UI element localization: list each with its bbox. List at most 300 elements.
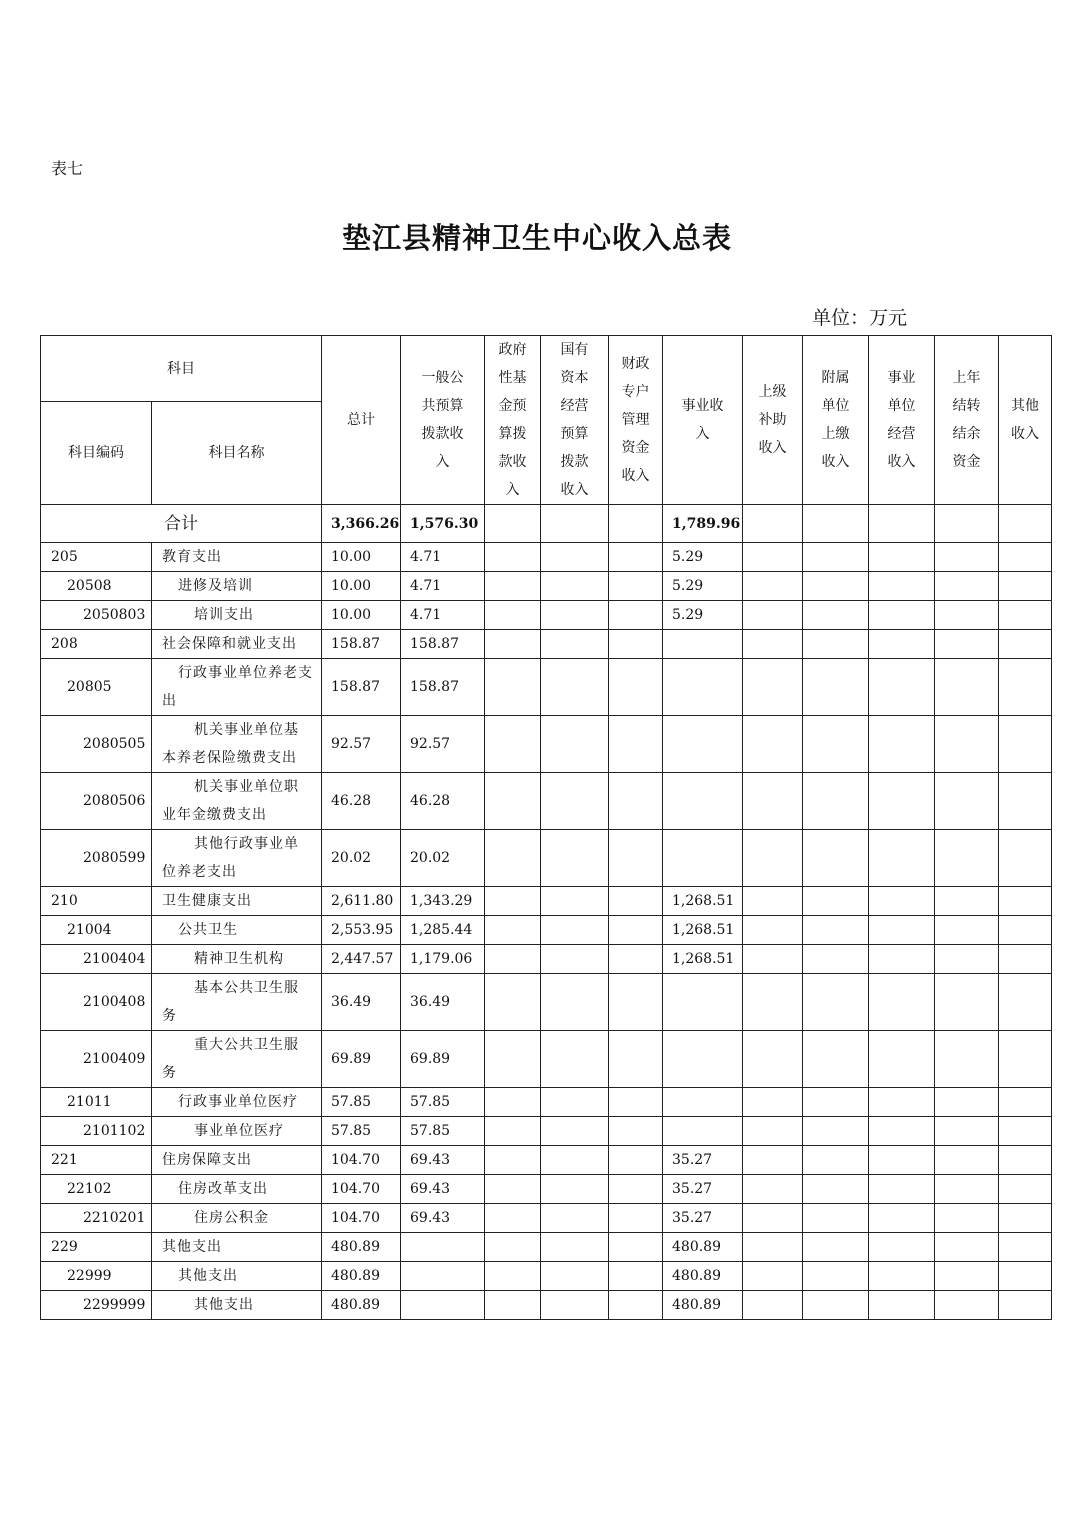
cell-business	[663, 830, 743, 887]
cell-operating	[869, 716, 935, 773]
cell-name: 其他支出	[152, 1291, 322, 1320]
cell-superior	[743, 1146, 803, 1175]
cell-state-capital	[541, 601, 609, 630]
cell-business: 35.27	[663, 1146, 743, 1175]
cell-name: 培训支出	[152, 601, 322, 630]
cell-superior	[743, 543, 803, 572]
cell-affiliated	[803, 630, 869, 659]
cell-business: 1,268.51	[663, 887, 743, 916]
cell-gov-fund	[485, 716, 541, 773]
total-amount: 3,366.26	[322, 505, 401, 543]
cell-business	[663, 1088, 743, 1117]
cell-name: 精神卫生机构	[152, 945, 322, 974]
cell-affiliated	[803, 887, 869, 916]
cell-business	[663, 716, 743, 773]
table-row	[41, 1204, 1052, 1233]
cell-business: 1,268.51	[663, 916, 743, 945]
cell-superior	[743, 974, 803, 1031]
cell-gov-fund	[485, 601, 541, 630]
table-row	[41, 916, 1052, 945]
cell-state-capital	[541, 1146, 609, 1175]
cell-superior	[743, 572, 803, 601]
cell-other	[999, 601, 1052, 630]
cell-carryover	[935, 1175, 999, 1204]
cell-affiliated	[803, 1146, 869, 1175]
cell-gov-fund	[485, 887, 541, 916]
cell-other	[999, 1117, 1052, 1146]
table-row	[41, 830, 1052, 887]
cell-affiliated	[803, 916, 869, 945]
cell-other	[999, 945, 1052, 974]
header-carryover: 上年结转结余资金	[935, 336, 999, 505]
cell-other	[999, 1204, 1052, 1233]
cell-general: 69.89	[401, 1031, 485, 1088]
cell-name: 其他支出	[152, 1233, 322, 1262]
cell-gov-fund	[485, 1175, 541, 1204]
cell-operating	[869, 830, 935, 887]
cell-superior	[743, 1262, 803, 1291]
cell-other	[999, 543, 1052, 572]
cell-state-capital	[541, 572, 609, 601]
cell-other	[999, 1031, 1052, 1088]
header-name: 科目名称	[152, 402, 322, 505]
header-code: 科目编码	[41, 402, 152, 505]
table-row	[41, 716, 1052, 773]
cell-carryover	[935, 1233, 999, 1262]
table-row	[41, 887, 1052, 916]
cell-operating	[869, 659, 935, 716]
total-superior	[743, 505, 803, 543]
cell-superior	[743, 916, 803, 945]
cell-fiscal-special	[609, 1117, 663, 1146]
cell-total: 2,553.95	[322, 916, 401, 945]
cell-name: 其他行政事业单位养老支出	[152, 830, 322, 887]
cell-code: 22999	[41, 1262, 152, 1291]
table-label: 表七	[51, 159, 84, 178]
cell-gov-fund	[485, 543, 541, 572]
cell-name: 行政事业单位养老支出	[152, 659, 322, 716]
cell-fiscal-special	[609, 945, 663, 974]
cell-general: 158.87	[401, 659, 485, 716]
cell-state-capital	[541, 1262, 609, 1291]
cell-superior	[743, 630, 803, 659]
cell-general	[401, 1233, 485, 1262]
cell-affiliated	[803, 773, 869, 830]
income-summary-table	[40, 335, 1052, 1320]
cell-name: 卫生健康支出	[152, 887, 322, 916]
cell-general	[401, 1291, 485, 1320]
cell-business	[663, 659, 743, 716]
header-state-capital: 国有资本经营预算拨款收入	[541, 336, 609, 505]
cell-business	[663, 974, 743, 1031]
cell-fiscal-special	[609, 716, 663, 773]
cell-business: 1,268.51	[663, 945, 743, 974]
cell-other	[999, 1175, 1052, 1204]
cell-carryover	[935, 916, 999, 945]
cell-superior	[743, 830, 803, 887]
cell-gov-fund	[485, 659, 541, 716]
cell-state-capital	[541, 945, 609, 974]
cell-code: 221	[41, 1146, 152, 1175]
cell-gov-fund	[485, 1262, 541, 1291]
cell-total: 69.89	[322, 1031, 401, 1088]
cell-business	[663, 630, 743, 659]
cell-name: 机关事业单位职业年金缴费支出	[152, 773, 322, 830]
cell-code: 2100408	[41, 974, 152, 1031]
cell-name: 事业单位医疗	[152, 1117, 322, 1146]
cell-name: 社会保障和就业支出	[152, 630, 322, 659]
cell-carryover	[935, 773, 999, 830]
table-row	[41, 1117, 1052, 1146]
cell-affiliated	[803, 830, 869, 887]
cell-operating	[869, 945, 935, 974]
cell-total: 480.89	[322, 1233, 401, 1262]
cell-general: 69.43	[401, 1175, 485, 1204]
cell-affiliated	[803, 716, 869, 773]
table-row	[41, 1175, 1052, 1204]
total-label: 合计	[41, 505, 322, 543]
cell-business: 35.27	[663, 1204, 743, 1233]
cell-business	[663, 773, 743, 830]
total-fiscal-special	[609, 505, 663, 543]
cell-state-capital	[541, 830, 609, 887]
cell-total: 10.00	[322, 601, 401, 630]
cell-affiliated	[803, 1175, 869, 1204]
cell-affiliated	[803, 1233, 869, 1262]
cell-name: 其他支出	[152, 1262, 322, 1291]
table-row	[41, 1088, 1052, 1117]
cell-operating	[869, 1233, 935, 1262]
cell-fiscal-special	[609, 830, 663, 887]
cell-fiscal-special	[609, 543, 663, 572]
cell-carryover	[935, 601, 999, 630]
cell-total: 480.89	[322, 1291, 401, 1320]
header-general-budget: 一般公共预算拨款收入	[401, 336, 485, 505]
cell-code: 2101102	[41, 1117, 152, 1146]
cell-operating	[869, 1204, 935, 1233]
cell-other	[999, 1088, 1052, 1117]
cell-operating	[869, 1031, 935, 1088]
cell-total: 46.28	[322, 773, 401, 830]
cell-operating	[869, 887, 935, 916]
cell-other	[999, 1262, 1052, 1291]
table-row	[41, 1146, 1052, 1175]
cell-total: 20.02	[322, 830, 401, 887]
cell-other	[999, 1146, 1052, 1175]
total-carryover	[935, 505, 999, 543]
cell-carryover	[935, 1262, 999, 1291]
cell-code: 21004	[41, 916, 152, 945]
cell-fiscal-special	[609, 1175, 663, 1204]
header-fiscal-special: 财政专户管理资金收入	[609, 336, 663, 505]
cell-general: 57.85	[401, 1117, 485, 1146]
table-row	[41, 572, 1052, 601]
cell-state-capital	[541, 716, 609, 773]
cell-general: 69.43	[401, 1146, 485, 1175]
cell-name: 重大公共卫生服务	[152, 1031, 322, 1088]
cell-total: 158.87	[322, 659, 401, 716]
cell-code: 205	[41, 543, 152, 572]
cell-carryover	[935, 1146, 999, 1175]
header-business-income: 事业收入	[663, 336, 743, 505]
cell-carryover	[935, 1117, 999, 1146]
cell-carryover	[935, 716, 999, 773]
cell-general: 57.85	[401, 1088, 485, 1117]
table-row	[41, 630, 1052, 659]
cell-business: 480.89	[663, 1233, 743, 1262]
cell-other	[999, 1291, 1052, 1320]
header-other: 其他收入	[999, 336, 1052, 505]
cell-state-capital	[541, 659, 609, 716]
cell-business: 5.29	[663, 601, 743, 630]
cell-gov-fund	[485, 1088, 541, 1117]
cell-fiscal-special	[609, 1031, 663, 1088]
cell-general: 4.71	[401, 572, 485, 601]
cell-code: 2100409	[41, 1031, 152, 1088]
cell-operating	[869, 773, 935, 830]
total-other	[999, 505, 1052, 543]
cell-operating	[869, 974, 935, 1031]
cell-state-capital	[541, 1204, 609, 1233]
cell-superior	[743, 945, 803, 974]
cell-name: 公共卫生	[152, 916, 322, 945]
cell-code: 20508	[41, 572, 152, 601]
cell-general: 36.49	[401, 974, 485, 1031]
cell-operating	[869, 1262, 935, 1291]
cell-affiliated	[803, 601, 869, 630]
cell-code: 2050803	[41, 601, 152, 630]
cell-fiscal-special	[609, 974, 663, 1031]
table-row	[41, 543, 1052, 572]
cell-affiliated	[803, 659, 869, 716]
cell-total: 57.85	[322, 1117, 401, 1146]
cell-gov-fund	[485, 630, 541, 659]
cell-superior	[743, 716, 803, 773]
table-row	[41, 1031, 1052, 1088]
document-title: 垫江县精神卫生中心收入总表	[341, 221, 732, 255]
cell-superior	[743, 1204, 803, 1233]
total-state-capital	[541, 505, 609, 543]
table-row	[41, 601, 1052, 630]
cell-name: 行政事业单位医疗	[152, 1088, 322, 1117]
cell-other	[999, 887, 1052, 916]
cell-carryover	[935, 887, 999, 916]
cell-state-capital	[541, 1233, 609, 1262]
cell-operating	[869, 1088, 935, 1117]
cell-other	[999, 572, 1052, 601]
cell-other	[999, 916, 1052, 945]
cell-general: 1,179.06	[401, 945, 485, 974]
cell-carryover	[935, 543, 999, 572]
cell-fiscal-special	[609, 1262, 663, 1291]
cell-other	[999, 659, 1052, 716]
cell-name: 住房改革支出	[152, 1175, 322, 1204]
cell-business: 35.27	[663, 1175, 743, 1204]
total-general: 1,576.30	[401, 505, 485, 543]
cell-superior	[743, 1031, 803, 1088]
cell-general: 1,285.44	[401, 916, 485, 945]
cell-fiscal-special	[609, 916, 663, 945]
table-row	[41, 1291, 1052, 1320]
cell-carryover	[935, 659, 999, 716]
cell-gov-fund	[485, 916, 541, 945]
cell-general: 69.43	[401, 1204, 485, 1233]
cell-name: 教育支出	[152, 543, 322, 572]
cell-general: 46.28	[401, 773, 485, 830]
cell-state-capital	[541, 1031, 609, 1088]
cell-general: 4.71	[401, 601, 485, 630]
cell-state-capital	[541, 887, 609, 916]
total-affiliated	[803, 505, 869, 543]
header-affiliated: 附属单位上缴收入	[803, 336, 869, 505]
cell-carryover	[935, 945, 999, 974]
cell-operating	[869, 1175, 935, 1204]
header-superior-subsidy: 上级补助收入	[743, 336, 803, 505]
cell-superior	[743, 1175, 803, 1204]
cell-fiscal-special	[609, 572, 663, 601]
cell-other	[999, 974, 1052, 1031]
cell-name: 基本公共卫生服务	[152, 974, 322, 1031]
cell-code: 208	[41, 630, 152, 659]
cell-total: 480.89	[322, 1262, 401, 1291]
cell-total: 104.70	[322, 1204, 401, 1233]
cell-fiscal-special	[609, 1146, 663, 1175]
total-operating	[869, 505, 935, 543]
cell-affiliated	[803, 1088, 869, 1117]
cell-business: 480.89	[663, 1291, 743, 1320]
cell-total: 104.70	[322, 1146, 401, 1175]
cell-name: 进修及培训	[152, 572, 322, 601]
cell-fiscal-special	[609, 1291, 663, 1320]
cell-business	[663, 1117, 743, 1146]
cell-affiliated	[803, 1204, 869, 1233]
cell-general: 92.57	[401, 716, 485, 773]
cell-code: 22102	[41, 1175, 152, 1204]
cell-other	[999, 630, 1052, 659]
cell-gov-fund	[485, 1031, 541, 1088]
cell-name: 机关事业单位基本养老保险缴费支出	[152, 716, 322, 773]
cell-total: 104.70	[322, 1175, 401, 1204]
header-operating: 事业单位经营收入	[869, 336, 935, 505]
cell-business: 5.29	[663, 543, 743, 572]
cell-general: 158.87	[401, 630, 485, 659]
cell-other	[999, 773, 1052, 830]
cell-state-capital	[541, 974, 609, 1031]
cell-general	[401, 1262, 485, 1291]
cell-name: 住房公积金	[152, 1204, 322, 1233]
cell-gov-fund	[485, 1117, 541, 1146]
cell-fiscal-special	[609, 630, 663, 659]
table-row	[41, 1262, 1052, 1291]
cell-fiscal-special	[609, 659, 663, 716]
cell-fiscal-special	[609, 773, 663, 830]
cell-name: 住房保障支出	[152, 1146, 322, 1175]
cell-total: 36.49	[322, 974, 401, 1031]
cell-total: 57.85	[322, 1088, 401, 1117]
cell-code: 20805	[41, 659, 152, 716]
cell-total: 10.00	[322, 543, 401, 572]
cell-code: 210	[41, 887, 152, 916]
cell-carryover	[935, 830, 999, 887]
cell-business	[663, 1031, 743, 1088]
cell-operating	[869, 630, 935, 659]
cell-code: 2100404	[41, 945, 152, 974]
cell-gov-fund	[485, 773, 541, 830]
cell-operating	[869, 1146, 935, 1175]
cell-state-capital	[541, 1291, 609, 1320]
cell-carryover	[935, 1204, 999, 1233]
cell-carryover	[935, 1031, 999, 1088]
cell-gov-fund	[485, 1146, 541, 1175]
cell-carryover	[935, 1088, 999, 1117]
cell-superior	[743, 1233, 803, 1262]
cell-carryover	[935, 630, 999, 659]
cell-fiscal-special	[609, 601, 663, 630]
cell-affiliated	[803, 572, 869, 601]
cell-operating	[869, 916, 935, 945]
cell-gov-fund	[485, 1233, 541, 1262]
header-total: 总计	[322, 336, 401, 505]
cell-fiscal-special	[609, 1233, 663, 1262]
cell-superior	[743, 773, 803, 830]
cell-total: 2,447.57	[322, 945, 401, 974]
table-row	[41, 659, 1052, 716]
cell-total: 158.87	[322, 630, 401, 659]
cell-affiliated	[803, 974, 869, 1031]
cell-fiscal-special	[609, 1204, 663, 1233]
cell-state-capital	[541, 630, 609, 659]
cell-superior	[743, 1088, 803, 1117]
cell-code: 229	[41, 1233, 152, 1262]
cell-general: 1,343.29	[401, 887, 485, 916]
cell-general: 20.02	[401, 830, 485, 887]
cell-superior	[743, 659, 803, 716]
cell-superior	[743, 887, 803, 916]
cell-state-capital	[541, 1088, 609, 1117]
cell-operating	[869, 543, 935, 572]
cell-total: 2,611.80	[322, 887, 401, 916]
cell-state-capital	[541, 1175, 609, 1204]
cell-gov-fund	[485, 974, 541, 1031]
cell-affiliated	[803, 1117, 869, 1146]
cell-total: 92.57	[322, 716, 401, 773]
cell-gov-fund	[485, 1291, 541, 1320]
total-row	[41, 505, 1052, 543]
cell-operating	[869, 1117, 935, 1146]
cell-gov-fund	[485, 572, 541, 601]
cell-affiliated	[803, 945, 869, 974]
cell-code: 2210201	[41, 1204, 152, 1233]
cell-other	[999, 830, 1052, 887]
total-gov-fund	[485, 505, 541, 543]
cell-gov-fund	[485, 830, 541, 887]
table-row	[41, 945, 1052, 974]
cell-superior	[743, 601, 803, 630]
unit-label: 单位：万元	[812, 307, 908, 329]
cell-general: 4.71	[401, 543, 485, 572]
cell-fiscal-special	[609, 887, 663, 916]
cell-other	[999, 1233, 1052, 1262]
cell-affiliated	[803, 1262, 869, 1291]
cell-state-capital	[541, 543, 609, 572]
cell-code: 2080505	[41, 716, 152, 773]
table-row	[41, 773, 1052, 830]
cell-carryover	[935, 974, 999, 1031]
cell-gov-fund	[485, 945, 541, 974]
cell-affiliated	[803, 1291, 869, 1320]
cell-operating	[869, 572, 935, 601]
cell-code: 21011	[41, 1088, 152, 1117]
